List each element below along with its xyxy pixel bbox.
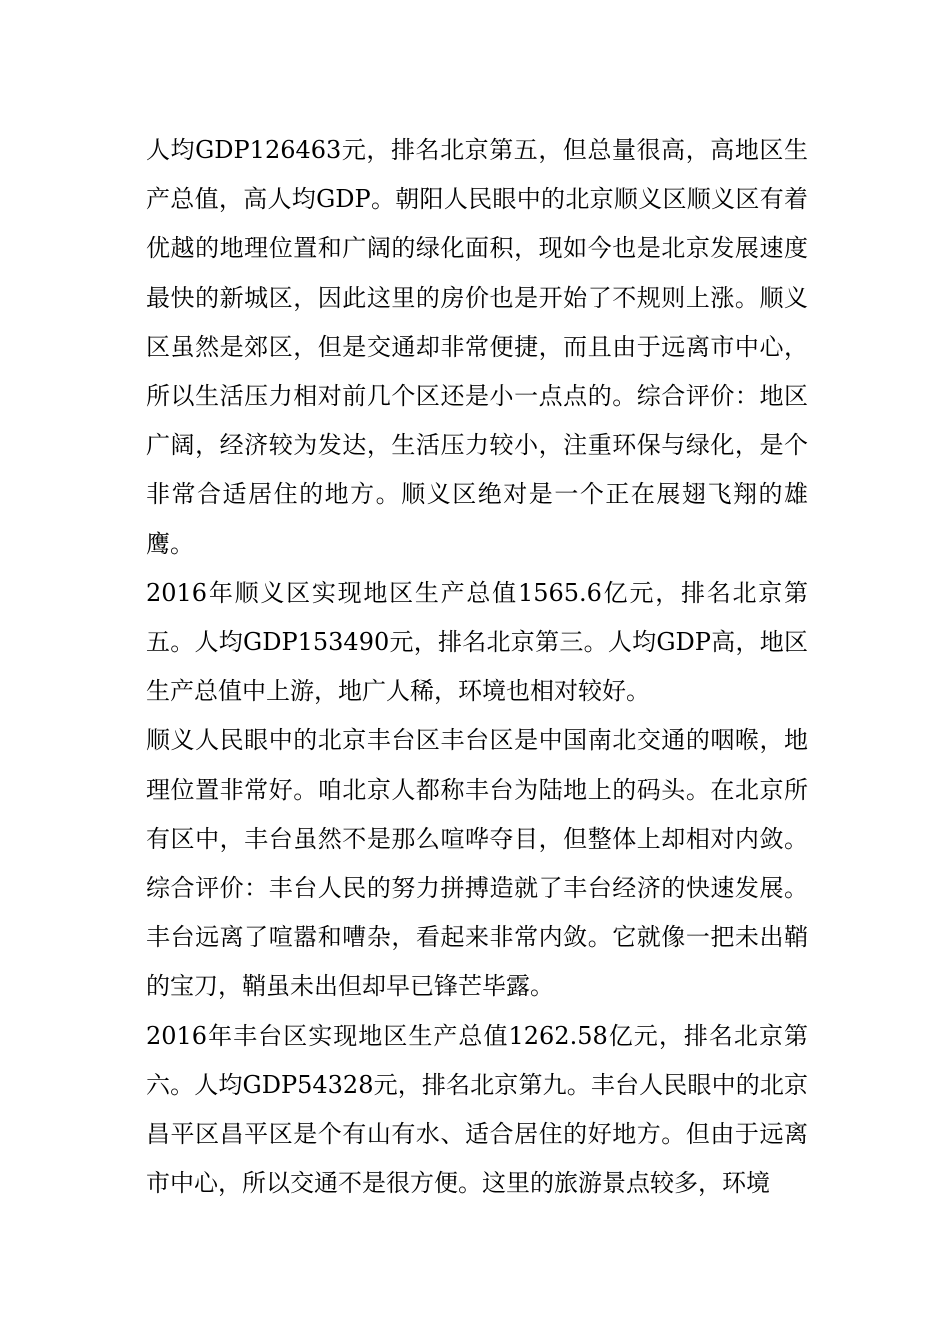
paragraph-fengtai-gdp: 2016年丰台区实现地区生产总值1262.58亿元，排名北京第六。人均GDP54328元，排名北京第九。丰台人民眼中的北京昌平区昌平区是个有山有水、适合居住的好地方。但由于远离市中心，所以交通不是很方便。这里的旅游景点较多，环境	[146, 1021, 808, 1198]
paragraph-fengtai-intro: 顺义人民眼中的北京丰台区丰台区是中国南北交通的咽喉，地理位置非常好。咱北京人都称丰台为陆地上的码头。在北京所有区中，丰台虽然不是那么喧哗夺目，但整体上却相对内敛。综合评价：丰台人民的努力拼搏造就了丰台经济的快速发展。丰台远离了喧嚣和嘈杂，看起来非常内敛。它就像一把未出鞘的宝刀，鞘虽未出但却早已锋芒毕露。	[146, 726, 808, 1001]
document-body	[146, 126, 808, 1208]
paragraph-shunyi-gdp: 2016年顺义区实现地区生产总值1565.6亿元，排名北京第五。人均GDP153490元，排名北京第三。人均GDP高，地区生产总值中上游，地广人稀，环境也相对较好。	[146, 578, 808, 706]
paragraph-shunyi-intro: 人均GDP126463元，排名北京第五，但总量很高，高地区生产总值，高人均GDP。朝阳人民眼中的北京顺义区顺义区有着优越的地理位置和广阔的绿化面积，现如今也是北京发展速度最快的新城区，因此这里的房价也是开始了不规则上涨。顺义区虽然是郊区，但是交通却非常便捷，而且由于远离市中心，所以生活压力相对前几个区还是小一点点的。综合评价：地区广阔，经济较为发达，生活压力较小，注重环保与绿化，是个非常合适居住的地方。顺义区绝对是一个正在展翅飞翔的雄鹰。	[146, 136, 808, 558]
